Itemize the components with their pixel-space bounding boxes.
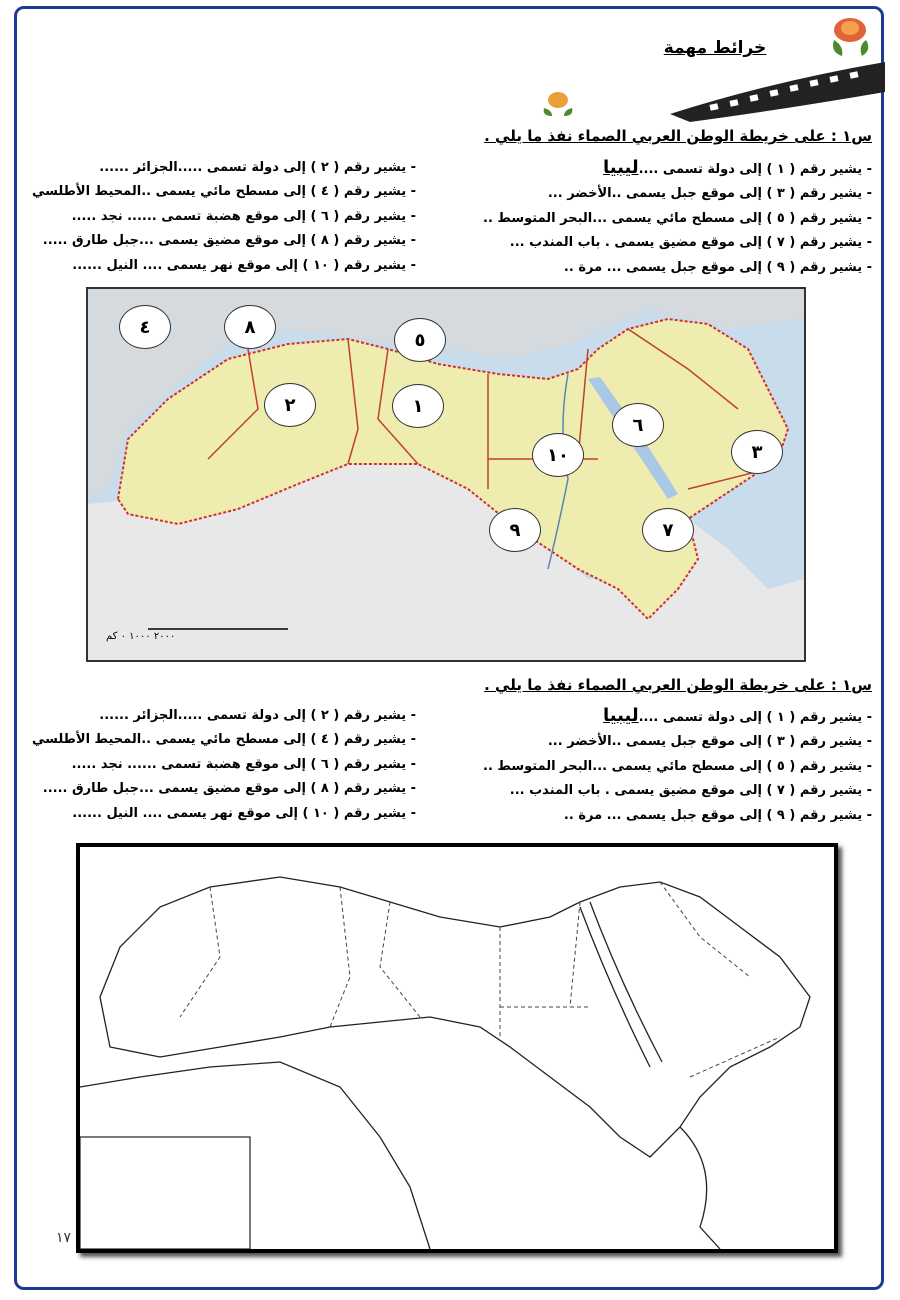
- item-7b: - يشير رقم ( ٧ ) إلى موقع مضيق يسمى . باب المندب ...: [509, 783, 872, 799]
- map-marker-6: ٦: [612, 403, 664, 447]
- item-10: - يشير رقم ( ١٠ ) إلى موقع نهر يسمى .... النيل ......: [72, 257, 416, 273]
- question-heading-1: س١ : على خريطة الوطن العربي الصماء نفذ ما يلي .: [484, 127, 872, 145]
- item-3b: - يشير رقم ( ٣ ) إلى موقع جبل يسمى ..الأخضر ...: [547, 734, 872, 750]
- item-4: - يشير رقم ( ٤ ) إلى مسطح مائي يسمى ..المحيط الأطلسي: [31, 184, 416, 200]
- scale-bar: ٢٠٠٠ ١٠٠٠ ٠ كم: [106, 631, 176, 642]
- rose-small-decoration: [538, 86, 578, 118]
- item-9: - يشير رقم ( ٩ ) إلى موقع جبل يسمى ... مرة ..: [563, 259, 872, 275]
- map-marker-5: ١: [392, 384, 444, 428]
- map-marker-7: ١٠: [532, 433, 584, 477]
- item-2b: - يشير رقم ( ٢ ) إلى دولة تسمى .....الجزائر ......: [99, 708, 416, 723]
- map-marker-8: ٣: [731, 430, 783, 474]
- item-1b: - يشير رقم ( ١ ) إلى دولة تسمى ....ليبيا: [603, 705, 872, 726]
- film-strip-decoration: [670, 52, 885, 122]
- item-5: - يشير رقم ( ٥ ) إلى مسطح مائي يسمى ...البحر المتوسط ..: [483, 210, 872, 226]
- map-marker-4: ٢: [264, 383, 316, 427]
- arab-world-map-colored: [86, 287, 806, 662]
- item-10b: - يشير رقم ( ١٠ ) إلى موقع نهر يسمى .... النيل ......: [72, 805, 416, 821]
- map-marker-10: ٧: [642, 508, 694, 552]
- map-marker-9: ٩: [489, 508, 541, 552]
- items-right-2: [483, 704, 872, 828]
- map-marker-2: ٨: [224, 305, 276, 349]
- item-6: - يشير رقم ( ٦ ) إلى موقع هضبة تسمى ...... نجد .....: [71, 208, 416, 224]
- items-right-1: [483, 156, 872, 280]
- page-title: خرائط مهمة: [663, 38, 767, 58]
- map-marker-1: ٤: [119, 305, 171, 349]
- item-3: - يشير رقم ( ٣ ) إلى موقع جبل يسمى ..الأخضر ...: [547, 186, 872, 202]
- item-2: - يشير رقم ( ٢ ) إلى دولة تسمى .....الجزائر ......: [99, 160, 416, 175]
- map-marker-3: ٥: [394, 318, 446, 362]
- question-heading-2: س١ : على خريطة الوطن العربي الصماء نفذ ما يلي .: [484, 676, 872, 694]
- item-8: - يشير رقم ( ٨ ) إلى موقع مضيق يسمى ...جبل طارق .....: [42, 233, 416, 249]
- page-number: ١٧: [56, 1230, 72, 1246]
- item-4b: - يشير رقم ( ٤ ) إلى مسطح مائي يسمى ..المحيط الأطلسي: [31, 732, 416, 748]
- items-left-1: [32, 156, 416, 278]
- arab-world-map-blank: [76, 843, 838, 1253]
- item-6b: - يشير رقم ( ٦ ) إلى موقع هضبة تسمى ...... نجد .....: [71, 756, 416, 772]
- item-7: - يشير رقم ( ٧ ) إلى موقع مضيق يسمى . باب المندب ...: [509, 235, 872, 251]
- item-5b: - يشير رقم ( ٥ ) إلى مسطح مائي يسمى ...البحر المتوسط ..: [483, 758, 872, 774]
- items-left-2: [32, 704, 416, 826]
- item-8b: - يشير رقم ( ٨ ) إلى موقع مضيق يسمى ...جبل طارق .....: [42, 781, 416, 797]
- item-9b: - يشير رقم ( ٩ ) إلى موقع جبل يسمى ... مرة ..: [563, 807, 872, 823]
- item-1: - يشير رقم ( ١ ) إلى دولة تسمى ....ليبيا: [603, 157, 872, 178]
